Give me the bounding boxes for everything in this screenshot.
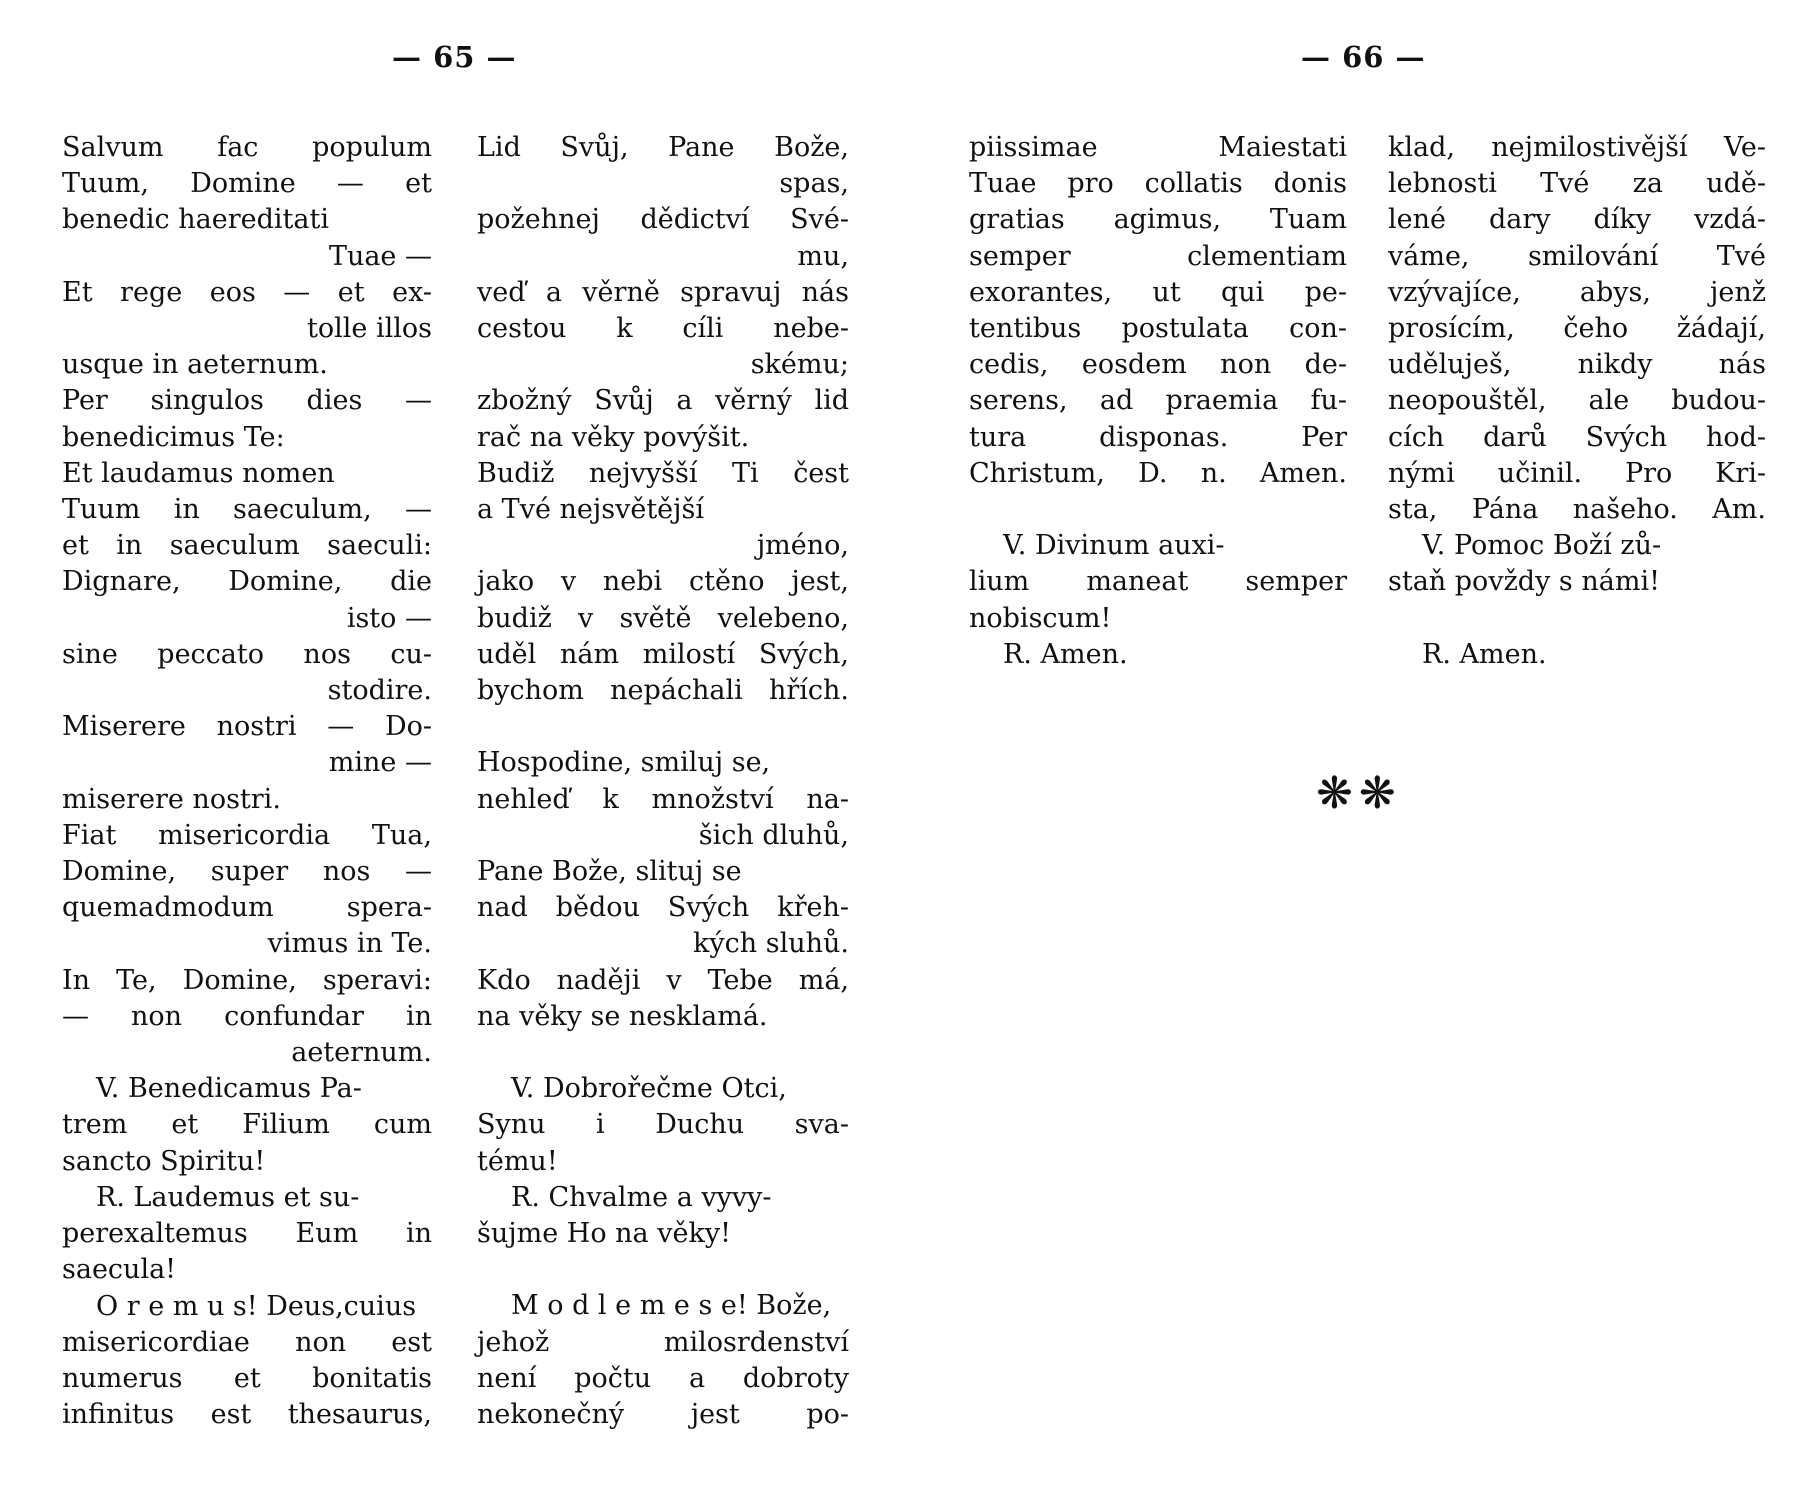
text-line: Tuae —: [328, 240, 432, 272]
text-line: In Te, Domine, speravi:: [62, 964, 432, 996]
text-line: R. Amen.: [1422, 638, 1547, 670]
text-line: cedis, eosdem non de-: [969, 349, 1347, 381]
text-line: klad, nejmilostivější Ve-: [1388, 132, 1766, 163]
text-line: cích darů Svých hod-: [1388, 421, 1766, 453]
text-line: Per singulos dies —: [62, 385, 432, 417]
text-line: saecula!: [62, 1254, 177, 1286]
text-line: neopouštěl, ale budou-: [1388, 385, 1766, 417]
text-line: tentibus postulata con-: [969, 313, 1347, 345]
text-line: tolle illos: [307, 313, 432, 345]
text-line: jehož milosrdenství: [477, 1326, 849, 1358]
blank-line: [477, 1035, 849, 1071]
page-number-66: — 66 —: [1301, 40, 1426, 74]
text-line: miserere nostri.: [62, 783, 281, 815]
page-66-czech-column: [1388, 130, 1766, 673]
text-line: a Tvé nejsvětější: [477, 494, 705, 526]
text-line: nekonečný jest po-: [477, 1399, 849, 1431]
text-line: et in saeculum saeculi:: [62, 530, 432, 562]
blank-line: [477, 709, 849, 745]
text-line: stodire.: [327, 675, 432, 707]
page-65-latin-column: [62, 130, 432, 1433]
text-line: benedicimus Te:: [62, 421, 285, 453]
text-line: vimus in Te.: [267, 928, 432, 960]
ornament-icon: ❋❋: [1316, 768, 1402, 819]
text-line: staň povždy s námi!: [1388, 566, 1660, 598]
text-line: V. Divinum auxi-: [1003, 530, 1225, 562]
text-line: sta, Pána našeho. Am.: [1388, 494, 1766, 526]
page-number-65: — 65 —: [392, 40, 517, 74]
text-line: semper clementiam: [969, 240, 1347, 272]
text-line: Kdo naději v Tebe má,: [477, 964, 849, 996]
text-line: mu,: [797, 240, 849, 272]
text-line: Et laudamus nomen: [62, 457, 335, 489]
text-line: aeternum.: [291, 1037, 432, 1069]
text-line: požehnej dědictví Své-: [477, 204, 849, 236]
text-line: spas,: [779, 168, 849, 200]
text-line: skému;: [750, 349, 849, 381]
text-line: Tuae pro collatis donis: [969, 168, 1347, 200]
text-line: mine —: [328, 747, 432, 779]
text-line: zbožný Svůj a věrný lid: [477, 385, 849, 417]
text-line: tému!: [477, 1145, 558, 1177]
text-line: Tuum, Domine — et: [62, 168, 432, 200]
text-line: kých sluhů.: [693, 928, 849, 960]
blank-line: [477, 1252, 849, 1288]
text-line: sancto Spiritu!: [62, 1145, 266, 1177]
text-line: — non confundar in: [62, 1000, 432, 1032]
text-line: infinitus est thesaurus,: [62, 1399, 432, 1431]
text-line: prosícím, čeho žádají,: [1388, 313, 1766, 345]
text-line: trem et Filium cum: [62, 1109, 432, 1141]
page-65-czech-column: [477, 130, 849, 1433]
text-line: lium maneat semper: [969, 566, 1347, 598]
text-line: R. Amen.: [1003, 638, 1128, 670]
text-line: šich dluhů,: [698, 819, 849, 851]
text-line: budiž v světě velebeno,: [477, 602, 849, 634]
text-line: perexaltemus Eum in: [62, 1218, 432, 1250]
text-line: M o d l e m e s e! Bože,: [511, 1290, 832, 1322]
text-line: V. Benedicamus Pa-: [96, 1073, 362, 1105]
text-line: tura disponas. Per: [969, 421, 1347, 453]
text-line: nobiscum!: [969, 602, 1112, 634]
text-line: lebnosti Tvé za udě-: [1388, 168, 1766, 200]
text-line: cestou k cíli nebe-: [477, 313, 849, 345]
text-line: veď a věrně spravuj nás: [477, 276, 849, 308]
text-line: uděl nám milostí Svých,: [477, 638, 849, 670]
text-line: R. Laudemus et su-: [96, 1181, 360, 1213]
text-line: šujme Ho na věky!: [477, 1218, 731, 1250]
text-line: lené dary díky vzdá-: [1388, 204, 1766, 236]
text-line: Lid Svůj, Pane Bože,: [477, 132, 849, 163]
text-line: Et rege eos — et ex-: [62, 276, 432, 308]
text-line: Pane Bože, slituj se: [477, 856, 742, 888]
text-line: isto —: [346, 602, 432, 634]
text-line: gratias agimus, Tuam: [969, 204, 1347, 236]
blank-line: [1388, 601, 1766, 637]
text-line: Miserere nostri — Do-: [62, 711, 432, 743]
text-line: piissimae Maiestati: [969, 132, 1347, 163]
text-line: vzývajíce, abys, jenž: [1388, 276, 1766, 308]
text-line: R. Chvalme a vyvy-: [511, 1181, 772, 1213]
text-line: Fiat misericordia Tua,: [62, 819, 432, 851]
text-line: Synu i Duchu sva-: [477, 1109, 849, 1141]
text-line: váme, smilování Tvé: [1388, 240, 1766, 272]
text-line: O r e m u s! Deus,cuius: [96, 1290, 417, 1322]
text-line: bychom nepáchali hřích.: [477, 675, 849, 707]
text-line: Salvum fac populum: [62, 132, 432, 163]
text-line: exorantes, ut qui pe-: [969, 276, 1347, 308]
text-line: Budiž nejvyšší Ti čest: [477, 457, 849, 489]
text-line: quemadmodum spera-: [62, 892, 432, 924]
text-line: Tuum in saeculum, —: [62, 494, 432, 526]
text-line: Domine, super nos —: [62, 856, 432, 888]
text-line: nad bědou Svých křeh-: [477, 892, 849, 924]
text-line: Dignare, Domine, die: [62, 566, 432, 598]
text-line: nehleď k množství na-: [477, 783, 849, 815]
text-line: jméno,: [756, 530, 849, 562]
text-line: Hospodine, smiluj se,: [477, 747, 771, 779]
text-line: nými učinil. Pro Kri-: [1388, 457, 1766, 489]
text-line: usque in aeternum.: [62, 349, 328, 381]
text-line: V. Pomoc Boží zů-: [1422, 530, 1662, 562]
text-line: sine peccato nos cu-: [62, 638, 432, 670]
text-line: numerus et bonitatis: [62, 1362, 432, 1394]
text-line: není počtu a dobroty: [477, 1362, 849, 1394]
page-66-latin-column: [969, 130, 1347, 673]
text-line: misericordiae non est: [62, 1326, 432, 1358]
text-line: na věky se nesklamá.: [477, 1000, 768, 1032]
text-line: rač na věky povýšit.: [477, 421, 750, 453]
text-line: V. Dobrořečme Otci,: [511, 1073, 787, 1105]
text-line: benedic haereditati: [62, 204, 329, 236]
text-line: serens, ad praemia fu-: [969, 385, 1347, 417]
text-line: Christum, D. n. Amen.: [969, 457, 1347, 489]
text-line: jako v nebi ctěno jest,: [477, 566, 849, 598]
text-line: uděluješ, nikdy nás: [1388, 349, 1766, 381]
blank-line: [969, 492, 1347, 528]
